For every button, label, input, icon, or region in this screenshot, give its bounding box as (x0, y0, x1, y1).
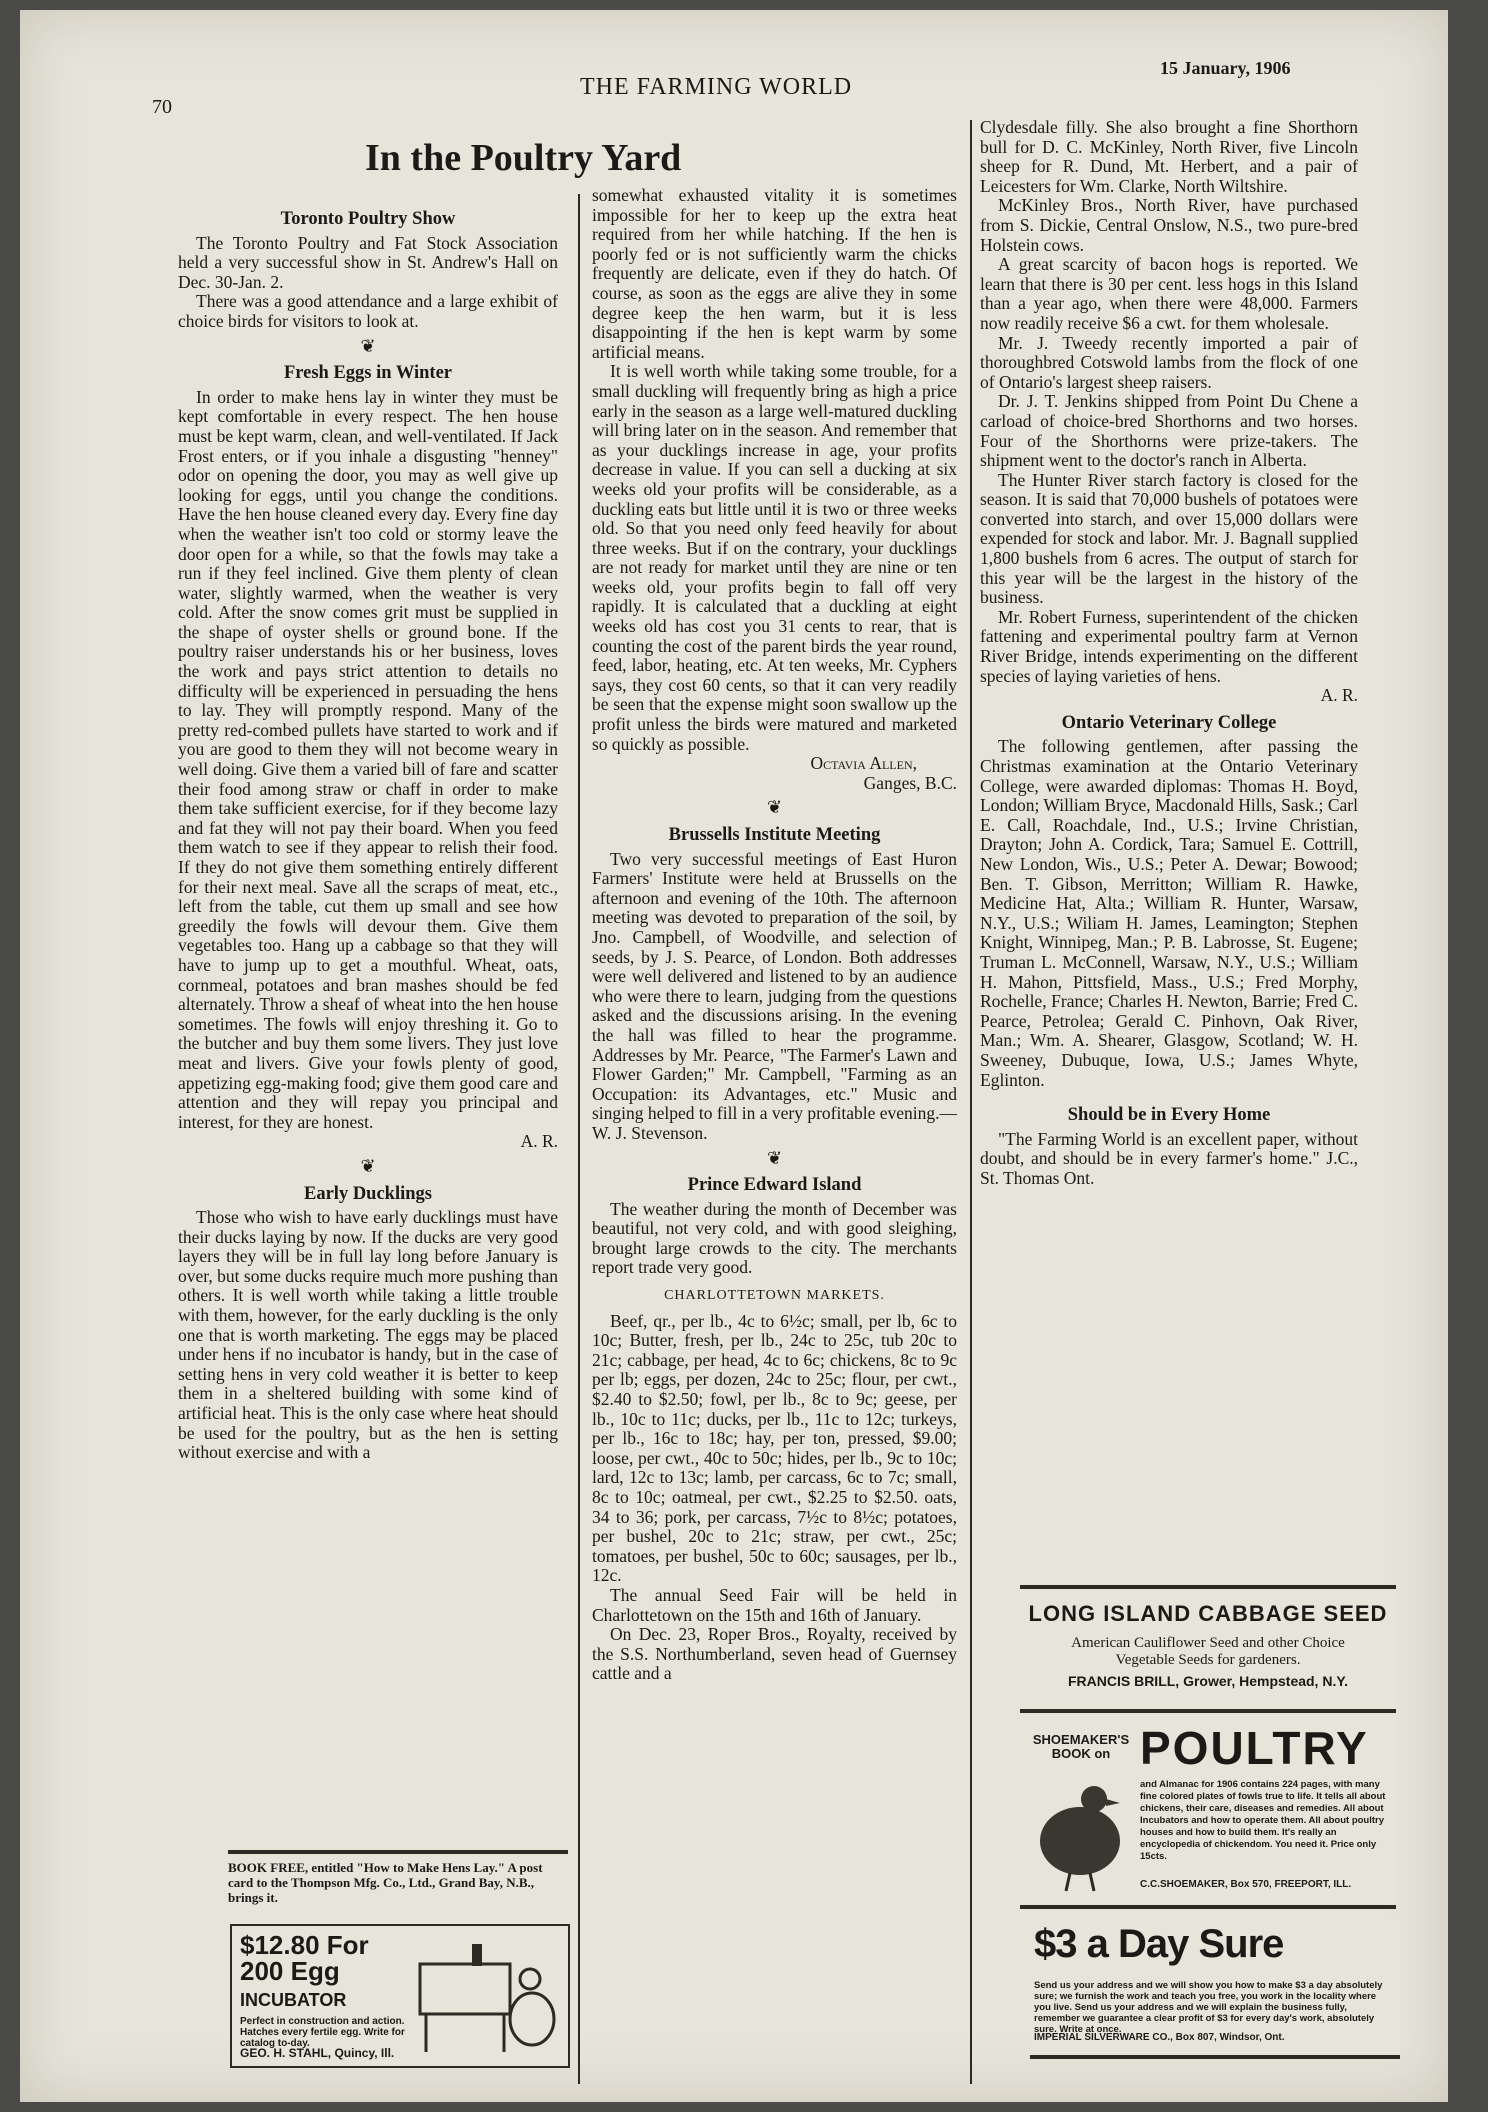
poultry-small-title: SHOEMAKER'S BOOK on (1032, 1732, 1130, 1761)
incubator-illustration-icon (412, 1934, 562, 2059)
paragraph: Dr. J. T. Jenkins shipped from Point Du Chene a carload of choice-bred Shorthorns and two horses. Four of the Shorthorns were prize-takers. The shipment went to the doctor's ranch in Alberta. (980, 391, 1358, 471)
cabbage-subtitle: American Cauliflower Seed and other Choice Vegetable Seeds for gardeners. (1071, 1635, 1345, 1668)
three-day-address: IMPERIAL SILVERWARE CO., Box 807, Windsor, Ont. (1034, 2032, 1285, 2043)
signature-place: Ganges, B.C. (863, 772, 957, 793)
heading-fresh-eggs: Fresh Eggs in Winter (283, 363, 453, 384)
paragraph: There was a good attendance and a large exhibit of choice birds for visitors to look at. (178, 291, 558, 331)
section-title: In the Poultry Yard (365, 137, 682, 179)
incubator-address: GEO. H. STAHL, Quincy, Ill. (240, 2046, 395, 2060)
ornament-icon: ❦ (360, 335, 376, 356)
paragraph: Those who wish to have early ducklings must have their ducks laying by now. If the ducks are very good layers they will be in full lay long before January is over, but some ducks require much more pushing than others. It is well worth while taking a little trouble with them, however, for the early duckling is the only one that is worth marketing. The eggs may be placed under hens if no incubator is handy, but in the case of setting hens in very cold weather it is better to keep them in a sheltered building with some kind of artificial heat. This is the only case where heat should be used for the poultry, but as the hen is setting without exercise and with a (178, 1207, 558, 1463)
cabbage-address: FRANCIS BRILL, Grower, Hempstead, N.Y. (1067, 1673, 1349, 1689)
paragraph: Mr. Robert Furness, superintendent of the chicken fattening and experimental poultry farm at Vernon River Bridge, intends experimenting on the different species of laying varieties of hens. (980, 606, 1358, 686)
hen-illustration-icon (1030, 1773, 1130, 1893)
paragraph: On Dec. 23, Roper Bros., Royalty, received by the S.S. Northumberland, seven head of Guernsey cattle and a (592, 1624, 957, 1684)
newspaper-page (20, 10, 1448, 2102)
column-3 (980, 118, 1358, 1188)
heading-early-ducklings: Early Ducklings (304, 1183, 432, 1204)
paragraph: The annual Seed Fair will be held in Charlottetown on the 15th and 16th of January. (592, 1584, 957, 1625)
issue-date: 15 January, 1906 (1160, 58, 1291, 78)
column-rule (578, 194, 580, 2084)
three-day-text: Send us your address and we will show you how to make $3 a day absolutely sure; we furnish the work and teach you free, you work in the locality where you live. Send us your address and we will explain the business fully, remember we guarantee a clear profit of $3 for every day's work, absolutely sure. Write at once. (1034, 1980, 1383, 2035)
signature: A. R. (520, 1131, 558, 1152)
paragraph: It is well worth while taking some trouble, for a small duckling will frequently bring as high a price early in the season as a large well-matured duckling will bring later on in the season. And remember that as your ducklings increase in age, your profits decrease in value. If you can sell a ducking at six weeks old your profits will be considerable, as a duckling eats but little until it is two or three weeks old. So that you need only feed heavily for about three weeks. But if on the contrary, your ducklings are not ready for market until they are nine or ten weeks old, your profits begin to fall off very rapidly. It is calculated that a duckling at eight weeks old has cost you 31 cents to rear, that is counting the cost of the parent birds the year round, feed, labor, heating, etc. At ten weeks, Mr. Cyphers says, they cost 60 cents, so that it can very readily be seen that the expense might soon swallow up the profit unless the birds were matured and marketed so quickly as possible. (592, 361, 957, 754)
heading-brussels: Brussells Institute Meeting (668, 825, 881, 845)
ad-poultry-book (1020, 1715, 1396, 1909)
column-1 (178, 202, 558, 1463)
poultry-address: C.C.SHOEMAKER, Box 570, FREEPORT, ILL. (1140, 1879, 1352, 1890)
poultry-text: and Almanac for 1906 contains 224 pages, with many fine colored plates of fowls true to life. It tells all about chickens, their care, diseases and remedies. All about Incubators and how to operate them. All about poultry houses and how to build them. It's really an encyclopedia of chickendom. You need it. Price only 15cts. (1140, 1779, 1386, 1862)
paragraph: Clydesdale filly. She also brought a fine Shorthorn bull for D. C. McKinley, North River, five Lincoln sheep for R. Dund, Mt. Herbert, and a pair of Leicesters for Wm. Clarke, North Wiltshire. (980, 117, 1358, 196)
paragraph: The Toronto Poultry and Fat Stock Association held a very successful show in St. Andrew's Hall on Dec. 30-Jan. 2. (178, 232, 558, 292)
paragraph: The following gentlemen, after passing the Christmas examination at the Ontario Veterinary College, were awarded diplomas: Thomas H. Boyd, London; William Bryce, Macdonald Hills, Sask.; Carl E. Call, Roachdale, Ind., U.S.; Irvine Christian, Drayton; John A. Cordick, Tara; Samuel E. Cottrill, New London, Wis., U.S.; Peter A. Dewar; Bowood; Ben. T. Gibson, Merritton; William R. Hawke, Medicine Hat, Alta.; William R. Hunter, Warsaw, N.Y., U.S.; Wiliam H. James, Leamington; Stephen Knight, Winnipeg, Man.; P. B. Labrosse, St. Eugene; Truman L. McConnell, Warsaw, N.Y., U.S.; William H. Mahon, Pittsfield, Mass., U.S.; Fred Morphy, Rochelle, France; Charles H. Newton, Barrie; Fred C. Pearce, Petrolea; Gerald C. Pinhovn, Oak River, Man.; Wm. A. Shearer, Glasgow, Scotland; W. H. Sweeney, Dubuque, Iowa, U.S.; James Whyte, Eglinton. (980, 736, 1358, 1090)
three-day-title: $3 a Day Sure (1034, 1922, 1284, 1966)
page-number: 70 (152, 96, 172, 118)
heading-pei: Prince Edward Island (687, 1175, 862, 1196)
ad-book-free: BOOK FREE, entitled "How to Make Hens Lay." A post card to the Thompson Mfg. Co., Ltd., Grand Bay, N.B., brings it. (228, 1850, 568, 1920)
heading-ovc: Ontario Veterinary College (1061, 712, 1277, 733)
paragraph: Two very successful meetings of East Huron Farmers' Institute were held at Brussells on the afternoon and evening of the 10th. The afternoon meeting was devoted to preparation of the soil, by Jno. Campbell, of Woodville, and selection of seeds, by J. S. Pearce, of London. Both addresses were well delivered and listened to by an audience who were there to learn, judging from the questions asked and the discussions arising. In the evening the hall was filled to hear the programme. Addresses by Mr. Pearce, "The Farmer's Lawn and Flower Garden;" Mr. Campbell, "Farming as an Occupation: its Advantages, etc." Music and singing helped to fill in a very profitable evening.—W. J. Stevenson. (592, 848, 957, 1143)
heading-every-home: Should be in Every Home (1067, 1105, 1271, 1126)
paragraph: A great scarcity of bacon hogs is reported. We learn that there is 30 per cent. less hogs in this Island than a year ago, when there were 48,000. Farmers now readily receive $6 a cwt. for them wholesale. (980, 254, 1358, 333)
column-2 (592, 186, 957, 1684)
incubator-price: $12.80 For 200 Egg (240, 1930, 369, 1986)
paragraph: Beef, qr., per lb., 4c to 6½c; small, per lb, 6c to 10c; Butter, fresh, per lb., 24c to 25c, tub 20c to 21c; cabbage, per head, 4c to 6c; chickens, 8c to 9c per lb; eggs, per dozen, 24c to 25c; flour, per cwt., $2.40 to $2.50; fowl, per lb., 8c to 9c; geese, per lb., 10c to 11c; ducks, per lb., 11c to 12c; turkeys, per lb., 16c to 18c; hay, per ton, pressed, $9.00; loose, per cwt., 40c to 50c; hides, per lb., 9c to 10c; lard, 12c to 13c; lamb, per carcass, 6c to 7c; small, 8c to 10c; oatmeal, per cwt., $2.25 to $2.50. oats, 34 to 36; pork, per carcass, 7½c to 8½c; potatoes, per bushel, 20c to 21c; straw, per cwt., 25c; tomatoes, per bushel, 50c to 60c; sausages, per lb., 12c. (592, 1310, 957, 1586)
heading-toronto-poultry-show: Toronto Poultry Show (280, 209, 456, 229)
paragraph: McKinley Bros., North River, have purchased from S. Dickie, Central Onslow, N.S., two pure-bred Holstein cows. (980, 195, 1358, 255)
ornament-icon: ❦ (360, 1155, 376, 1176)
ad-incubator (230, 1924, 570, 2068)
incubator-text: Perfect in construction and action. Hatches every fertile egg. Write for catalog to-day. (240, 2016, 405, 2049)
incubator-word: INCUBATOR (240, 1990, 347, 2010)
paragraph: The Hunter River starch factory is closed for the season. It is said that 70,000 bushels of potatoes were converted into starch, and over 15,000 dollars were expended for stock and labor. Mr. J. Bagnall supplied 1,800 bushels from 6 acres. The output of starch for this year will be the largest in the history of the business. (980, 469, 1358, 608)
running-head: THE FARMING WORLD (580, 74, 853, 100)
signature: A. R. (1320, 685, 1358, 706)
paragraph: somewhat exhausted vitality it is sometimes impossible for her to keep up the extra heat required from her while hatching. If the hen is poorly fed or is not sufficiently warm the chicks frequently are delicate, even if they do hatch. Of course, as soon as the eggs are alive they in some degree keep the hen warm, but it is less disappointing if the hen is kept warm by some artificial means. (592, 185, 957, 362)
ad-three-dollars-a-day (1030, 1920, 1400, 2059)
paragraph: "The Farming World is an excellent paper, without doubt, and should be in every farmer's home." J.C., St. Thomas Ont. (980, 1128, 1358, 1188)
poultry-big-title: POULTRY (1140, 1722, 1369, 1774)
ornament-icon: ❦ (766, 1147, 783, 1168)
ornament-icon: ❦ (766, 797, 783, 818)
subheading-markets: CHARLOTTETOWN MARKETS. (664, 1288, 885, 1304)
ad-cabbage-seed (1020, 1585, 1396, 1713)
paragraph: Mr. J. Tweedy recently imported a pair of thoroughbred Cotswold lambs from the flock of one of Ontario's largest sheep raisers. (980, 332, 1358, 392)
column-rule (970, 120, 972, 2084)
paragraph: In order to make hens lay in winter they must be kept comfortable in every respect. The hen house must be kept warm, clean, and well-ventilated. If Jack Frost enters, or if you inhale a disgusting "henney" odor on opening the door, you may as well give up looking for eggs, until you change the conditions. Have the hen house cleaned every day. Every fine day when the weather isn't too cold or stormy leave the door open for a while, so that the fowls may take a run if they feel inclined. Give them plenty of clean water, slightly warmed, when the weather is very cold. After the snow comes grit must be supplied in the shape of oyster shells or ground bone. If the poultry raiser understands his or her business, loves the work and pays strict attention to details no difficulty will be experienced in persuading the hens to lay. They will promptly respond. Many of the pretty red-combed pullets have started to work and if you are good to them they will not become weary in well doing. Give them a varied bill of fare and scatter their food among straw or chaff in order to make them take sufficient exercise, for if they become lazy and fat they will not pay their board. When you feed them watch to see if they appear to relish their food. If they do not give them something entirely different for their next meal. Save all the scraps of meat, etc., left from the table, cut them up small and see how greedily the fowls will devour them. Give them vegetables too. Hang up a cabbage so that they will have to jump up to get a mouthful. Wheat, oats, cornmeal, potatoes and bran mashes should be fed alternately. Throw a sheaf of wheat into the hen house sometimes. The fowls will enjoy threshing it. Go to the butcher and buy them some livers. They just love meat and livers. Give your fowls plenty of good, appetizing egg-making food; give them good care and attention and they will repay you principal and interest, for they are honest. (178, 386, 558, 1132)
signature-name: Octavia Allen, (810, 753, 917, 774)
paragraph: The weather during the month of December was beautiful, not very cold, and with good sleighing, brought large crowds to the city. The merchants report trade very good. (592, 1198, 957, 1278)
cabbage-title: LONG ISLAND CABBAGE SEED (1028, 1601, 1388, 1626)
